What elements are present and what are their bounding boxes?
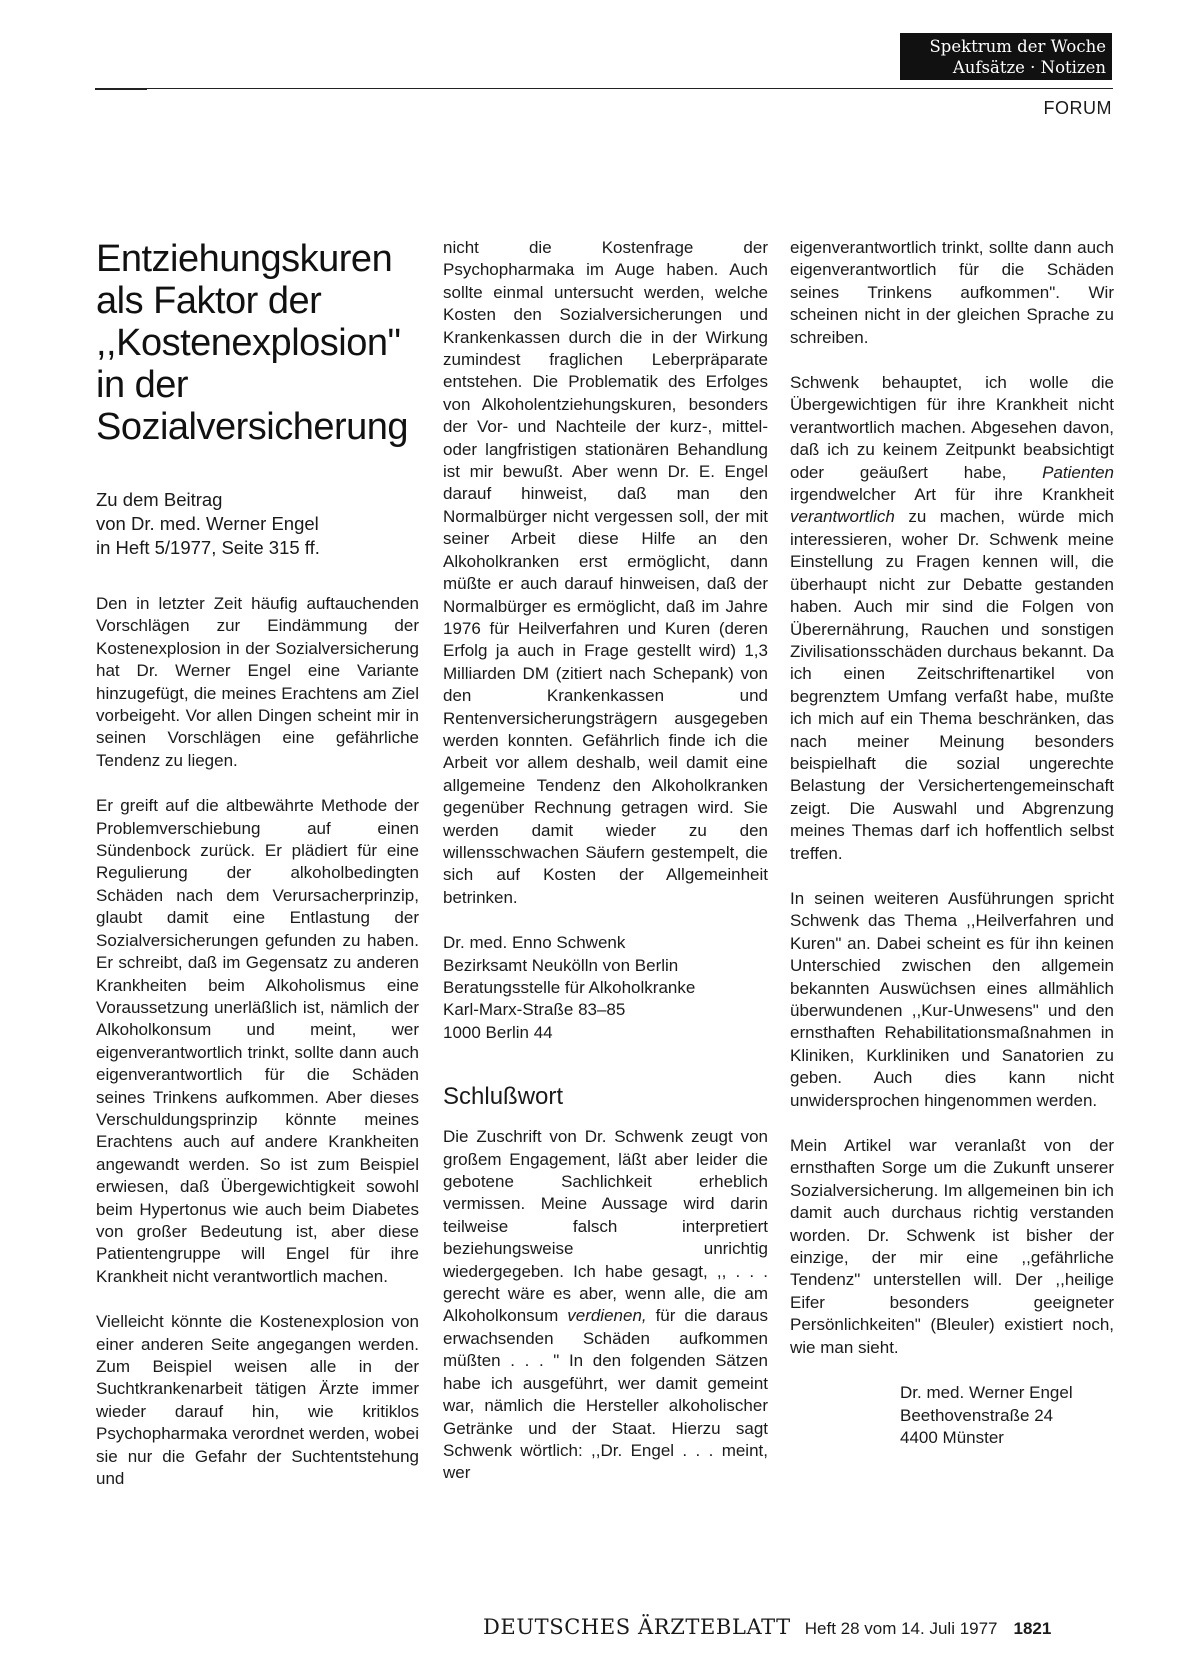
title-line: in der — [96, 364, 189, 406]
title-line: als Faktor der — [96, 280, 322, 322]
address-line: 1000 Berlin 44 — [443, 1022, 553, 1042]
address-line: 4400 Münster — [900, 1427, 1004, 1447]
emphasis: verantwortlich — [790, 507, 895, 527]
reference-line: Zu dem Beitrag — [96, 489, 223, 510]
section-badge — [900, 33, 1112, 80]
letter-author-address — [443, 932, 768, 1044]
paragraph: Mein Artikel war veranlaßt von der ernsthaften Sorge um die Zukunft unserer Sozialversicherung. Im allgemeinen bin ich damit auch durchaus richtig verstanden worden. Dr. Schwenk ist bisher der einzige, der mir eine ,,gefährliche Tendenz" unterstellen will. Der ,,heilige Eifer besonders geeigneter Persönlichkeiten" (Bleuler) existiert noch, wie man sieht. — [790, 1136, 1114, 1357]
header-rule-accent — [95, 88, 147, 90]
title-line: ,,Kostenexplosion" — [96, 322, 401, 364]
page-number: 1821 — [1013, 1619, 1052, 1638]
paragraph: In seinen weiteren Ausführungen spricht Schwenk das Thema ,,Heilverfahren und Kuren" an. Dabei scheint es für ihn keinen Unterschied zwischen den allgemein bekannten Auswüchsen eines allmählich überwundenen ,,Kur-Unwesens" und den ernsthaften Rehabilitationsmaßnahmen in Kliniken, Kurkliniken und Sanatorien zu geben. Auch dies kann nicht unwidersprochen hingenommen werden. — [790, 888, 1114, 1110]
paragraph: eigenverantwortlich trinkt, sollte dann auch eigenverantwortlich für die Schäden seines Trinkens aufkommen". Wir scheinen nicht in der gleichen Sprache zu schreiben. — [790, 238, 1114, 347]
header-rule — [95, 88, 1113, 89]
text-run: für die daraus erwachsenden Schäden aufkommen müßten . . . " In den folgenden Sätzen habe ich ausgeführt, wer damit gemeint war, nämlich die Hersteller alkoholischer Getränke und der Staat. Hierzu sagt Schwenk wörtlich: ,,Dr. Engel . . . meint, wer — [443, 1306, 768, 1483]
text-run: zu machen, würde mich interessieren, woher Dr. Schwenk meine Einstellung zu Fragen kennen will, die überhaupt nicht zur Debatte gestanden haben. Auch mir sind die Folgen von Überernährung, Rauchen und sonstigen Zivilisationsschäden durchaus bekannt. Da ich einen Zeitschriftenartikel von begrenztem Umfang verfaßt habe, mußte ich mich auf ein Thema beschränken, das nach meiner Meinung besonders beispielhaft die sozial ungerechte Belastung der Versichertengemeinschaft zeigt. Die Auswahl und Abgrenzung meines Themas darf ich hoffentlich selbst treffen. — [790, 507, 1114, 863]
address-line: Karl-Marx-Straße 83–85 — [443, 1000, 626, 1020]
paragraph — [790, 372, 1114, 865]
article-title — [96, 238, 436, 448]
text-run: irgendwelcher Art für ihre Krankheit — [790, 485, 1114, 505]
paragraph: nicht die Kostenfrage der Psychopharmaka im Auge haben. Auch sollte einmal untersucht werden, welche Kosten den Sozialversicherungen und Krankenkassen durch die in der Wirkung zumindest fraglichen Leberpräparate entstehen. Die Problematik des Erfolges von Alkoholentziehungskuren, besonders der Vor- und Nachteile der kurz-, mittel- oder langfristigen stationären Behandlung ist mir bewußt. Aber wenn Dr. E. Engel darauf hinweist, daß man den Normalbürger nicht vergessen soll, der mit seiner Arbeit diese Hilfe an den Alkoholkranken erst ermöglicht, dann müßte er auch darauf hinweisen, daß der Normalbürger es ermöglicht, daß im Jahre 1976 für Heilverfahren und Kuren (deren Erfolg ja auch in Frage gestellt wird) 1,3 Milliarden DM (zitiert nach Schepank) von den Krankenkassen und Rentenversicherungsträgern ausgegeben werden konnten. Gefährlich finde ich die Arbeit vor allem deshalb, weil damit eine allgemeine Tendenz den Alkoholkranken gegenüber Rechnung getragen wird. Sie werden damit wieder zu den willensschwachen Säufern gestempelt, die sich auf Kosten der Allgemeinheit betrinken. — [443, 238, 768, 907]
text-run: Schwenk behauptet, ich wolle die Übergewichtigen für ihre Krankheit nicht verantwortlich machen. Abgesehen davon, daß ich zu keinem Zeitpunkt beabsichtigt oder geäußert habe, — [790, 373, 1114, 482]
issue-info: Heft 28 vom 14. Juli 1977 — [804, 1619, 998, 1638]
emphasis: verdienen, — [567, 1306, 647, 1326]
column-3 — [790, 237, 1114, 1449]
reference-line: von Dr. med. Werner Engel — [96, 513, 319, 534]
title-line: Entziehungskuren — [96, 238, 393, 280]
article-reference — [96, 488, 426, 560]
emphasis: Patienten — [1042, 462, 1114, 482]
paragraph — [443, 1126, 768, 1485]
address-line: Dr. med. Enno Schwenk — [443, 933, 626, 953]
title-line: Sozialversicherung — [96, 406, 409, 448]
address-line: Bezirksamt Neukölln von Berlin — [443, 955, 679, 975]
address-line: Dr. med. Werner Engel — [900, 1383, 1073, 1403]
paragraph: Vielleicht könnte die Kostenexplosion von einer anderen Seite angegangen werden. Zum Beispiel weisen alle in der Suchtkrankenarbeit tätigen Ärzte immer wieder darauf hin, wie kritiklos Psychopharmaka verordnet werden, wobei sie nur die Gefahr der Suchtentstehung und — [96, 1312, 419, 1489]
text-run: Die Zuschrift von Dr. Schwenk zeugt von großem Engagement, läßt aber leider die gebotene Sachlichkeit erheblich vermissen. Meine Aussage wird darin teilweise falsch interpretiert beziehungsweise unrichtig wiedergegeben. Ich habe gesagt, ,, . . . gerecht wäre es aber, wenn alle, die am Alkoholkonsum — [443, 1127, 768, 1326]
reply-author-address — [900, 1382, 1114, 1449]
address-line: Beethovenstraße 24 — [900, 1405, 1054, 1425]
page-footer — [483, 1615, 1113, 1639]
paragraph: Er greift auf die altbewährte Methode der Problemverschiebung auf einen Sündenbock zurück. Er plädiert für eine Regulierung der alkoholbedingten Schäden nach dem Verursacherprinzip, glaubt damit eine Entlastung der Sozialversicherungen gefunden zu haben. Er schreibt, daß im Gegensatz zu anderen Krankheiten beim Alkoholismus eine Voraussetzung unerläßlich ist, nämlich der Alkoholkonsum und meint, wer eigenverantwortlich trinkt, sollte dann auch eigenverantwortlich für die Schäden seines Trinkens aufkommen. Aber dieses Verschuldungsprinzip könnte meines Erachtens auch auf andere Krankheiten angewandt werden. So ist zum Beispiel erwiesen, daß Übergewichtigkeit sowohl beim Hypertonus wie auch beim Diabetes von großer Bedeutung ist, aber diese Patientengruppe will Engel für ihre Krankheit nicht verantwortlich machen. — [96, 796, 419, 1286]
address-line: Beratungsstelle für Alkoholkranke — [443, 978, 696, 997]
journal-name: DEUTSCHES ÄRZTEBLATT — [483, 1615, 791, 1639]
badge-line-1: Spektrum der Woche — [929, 37, 1106, 56]
badge-line-2: Aufsätze · Notizen — [952, 58, 1106, 77]
reference-line: in Heft 5/1977, Seite 315 ff. — [96, 537, 320, 558]
column-2 — [443, 237, 768, 1508]
paragraph: Den in letzter Zeit häufig auftauchenden Vorschlägen zur Eindämmung der Kostenexplosion in der Sozialversicherung hat Dr. Werner Engel eine Variante hinzugefügt, die meines Erachtens am Ziel vorbeigeht. Vor allen Dingen scheint mir in seinen Vorschlägen eine gefährliche Tendenz zu liegen. — [96, 594, 419, 770]
column-1 — [96, 593, 419, 1513]
section-label: FORUM — [1043, 98, 1112, 118]
reply-heading: Schlußwort — [443, 1083, 564, 1111]
